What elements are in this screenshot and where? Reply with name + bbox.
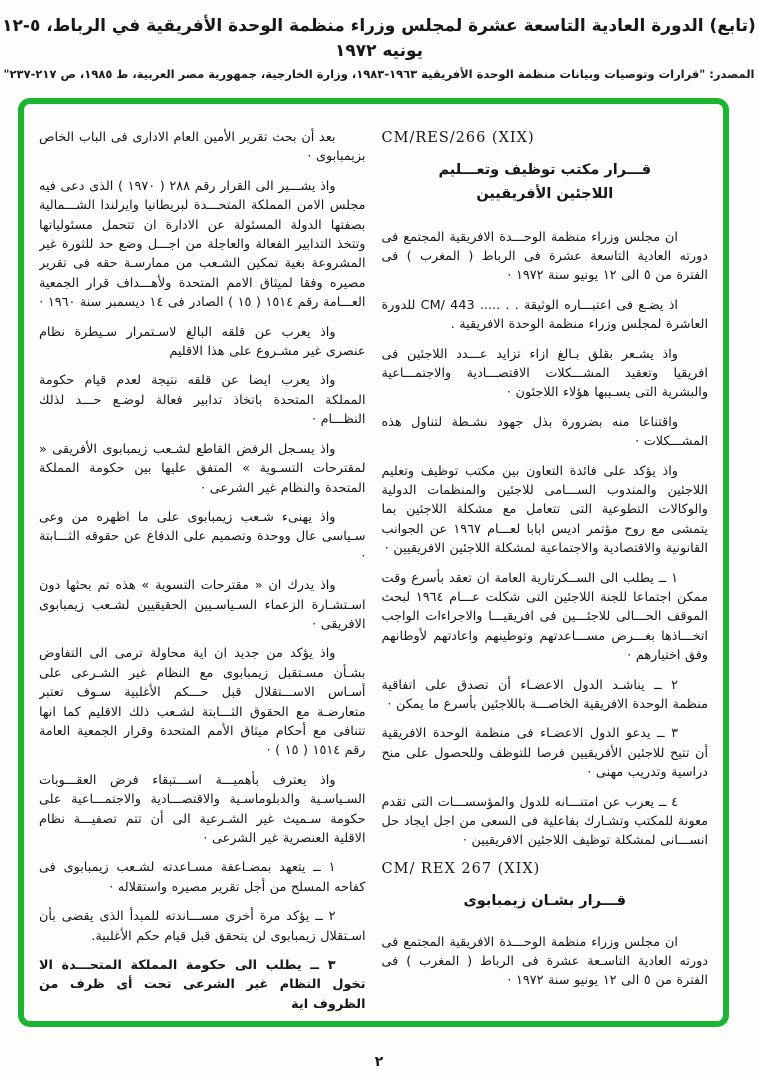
column-right (382, 128, 709, 1013)
paragraph: واذ يدرك ان « مقترحات التسوية » هذه تم بحثها دون اسـتشـارة الزعماء السـياسـيين الحقيقيين لشـعب زيمبابوى الافريقى · (39, 578, 366, 632)
page-number: ٢ (374, 1054, 384, 1070)
paragraph: ان مجلس وزراء منظمة الوحـــدة الافريقية المجتمع فى دورته العادية التاسعة عشرة فى الرباط ( المغرب ) فى الفترة من ٥ الى ١٢ يونيو سنة ١٩٧٢ · (381, 229, 708, 284)
column-left (39, 128, 366, 1013)
paragraph: واذ يهنىء شـعب زيمبابوى على ما اظهره من وعى سـياسى عال ووحدة وتصميم على الدفاع عن حقوقه الثـــابتة · (39, 509, 366, 564)
paragraph: ٣ ــ يدعو الدول الاعضـاء فى منظمة الوحدة الافريقية أن تتيح للاجئين الأفريقيين فرصا للتوظف وللحصول على منح دراسية وتدريب مهنى · (381, 726, 708, 781)
green-frame (18, 98, 729, 1027)
paragraph: واذ يعترف بأهميـــة اســـتبقاء فرض العقـــوبات السـياسـية والدبلوماسـية والاقتصـــادية والاجتمـــاعية على حكومة سـميث غير الشـرعية الى أن تتم تصفيـــة نظام الاقلية العنصرية غير الشرعى · (39, 772, 366, 846)
paragraph: واذ يؤكد من جديد ان اية محاولة ترمى الى التفاوض بشـأن مسـتقبل زيمبابوى مع النظام غير الشـرعى على أسـاس الاســـتقلال قبل حـــكم الأغلبية سـوف تعتبر متعارضـة مع الحقوق الثـــابتة لشـعب ذلك الاقليم كما انها تتنافى مع أحكام ميثاق الأمم المتحدة وقرار الجمعية العامة رقم ١٥١٤ ( ١٥ ) · (39, 646, 366, 759)
paragraph: ١ ــ يطلب الى الســكرتارية العامة ان تعقد بأسرع وقت ممكن اجتماعا للجنة اللاجئين التى شكلت عـــام ١٩٦٤ لبحث الموقف الحـــالى للاجئـــين فى افريقيـــا والاجراءات الواجب اتخـــاذها بغـــرض مســـاعدتهم وتوطينهم واعادتهم لأوطانهم وفق اختيارهم · (381, 570, 708, 664)
paragraph: واذ يعرب عن قلقه البالغ لاسـتمرار سـيطرة نظام عنصرى غير مشـروع على هذا الاقليم (39, 324, 366, 360)
source-citation: المصدر: "قرارات وتوصيات وبيانات منظمة الوحدة الأفريقية ١٩٦٣-١٩٨٣، وزارة الخارجية، جمهورية مصر العربية، ط ١٩٨٥، ص ٢١٧-٢٣٧" (3, 67, 755, 82)
paragraph: واذ يشـعر بقلق بـالغ ازاء تزايد عـــدد اللاجئين فى افريقيا وتعقيد المشـــكلات الاقتصـــادية والاجتمـــاعية والبشرية التى يسـببها هؤلاء اللاجئون · (381, 346, 708, 401)
paragraph: واذ يعرب ايضا عن قلقه نتيجة لعدم قيام حكومة المملكة المتحدة باتخاذ تدابير فعالة لوضـع حـــد لذلك النظـــام · (39, 373, 366, 428)
paragraph: واذ يشـــير الى القرار رقم ٢٨٨ ( ١٩٧٠ ) الذى دعى فيه مجلس الامن المملكة المتحـــدة لبريطانيا وايرلندا الشـــمالية بصفتها الدولة المسئولة عن الادارة ان تتحمل مسئولياتها وتتخذ التدابير الفعالة والعاجلة من اجـــل وضع حد للثورة غير المشروعة بغية تمكين الشـعب من ممارسـة حقه فى تقرير مصيره وفقا لميثاق الامم المتحدة ولأهـــداف قرار الجمعية العـــامة رقم ١٥١٤ ( ١٥ ) الصادر فى ١٤ ديسمبر سنة ١٩٦٠ · (39, 178, 366, 311)
resolution-title: قـــرار بشـان زيمبابوى (463, 892, 626, 909)
paragraph: ٣ ــ يطلب الى حكومة المملكة المتحـــدة الا تخول النظام غير الشرعى تحت أى ظرف من الظروف اية (39, 958, 366, 1012)
paragraph: ٢ ــ يناشـد الدول الاعضـاء أن تصدق على اتفاقية منظمة الوحدة الافريقية الخاصـــة باللاجئين بأسرع ما يمكن · (381, 677, 708, 713)
paragraph: واقتناعا منه بضرورة بذل جهود نشـطة لتناول هذه المشـــكلات · (381, 414, 708, 450)
page-header (0, 0, 758, 81)
paragraph: بعد أن بحث تقرير الأمين العام الادارى فى الباب الخاص بزيمبابوى · (39, 130, 366, 165)
paragraph: ١ ــ يتعهد بمضـاعفة مسـاعدته لشـعب زيمبابوى فى كفاحه المسلح من أجل تقرير مصيره واستقلاله · (39, 860, 366, 895)
session-title: (تابع) الدورة العادية التاسعة عشرة لمجلس وزراء منظمة الوحدة الأفريقية في الرباط، ٥-١٢ يونيه ١٩٧٢ (2, 16, 756, 61)
resolution-ref: CM/ REX 267 (XIX) (381, 860, 541, 877)
paragraph: واذ يؤكد على فائدة التعاون بين مكتب توظيف وتعليم اللاجئين والمندوب الســـامى للاجئين والمنظمات الدولية والوكالات التطوعية التى تتعامل مع مشكلة اللاجئين بما يتمشى مع روح مؤتمر اديس ابابا لعـــام ١٩٦٧ عن الجوانب القانونية والاقتصادية والاجتماعية لمشكلة اللاجئين الافريقيين · (381, 463, 708, 557)
resolution-title-line: قـــرار مكتب توظيف وتعـــليم (438, 162, 652, 178)
paragraph: ٤ ــ يعرب عن امتنـــانه للدول والمؤسســـات التى تقدم معونة للمكتب وتشـارك بفاعلية فى السعى من اجل ايجاد حل انســـانى لمشكلة توظيف اللاجئين الافريقيين · (381, 794, 708, 849)
paragraph: واذ يسـجل الرفض القاطع لشـعب زيمبابوى الأفريقى « لمقترحات التسـوية » المتفق عليها بين حكومة المملكة المتحدة والنظام غير الشرعى · (39, 441, 366, 496)
paragraph: ٢ ــ يؤكد مرة أخرى مســـاندته للمبدأ الذى يقضى بأن اسـتقلال زيمبابوى لن يتحقق قبل قيام حكم الأغلبية. (39, 909, 366, 944)
resolution-ref: CM/RES/266 (XIX) (381, 130, 535, 146)
paragraph: اذ يضـع فى اعتبـــاره الوثيقة . . ..... CM/ 443 للدورة العاشرة لمجلس وزراء منظمة الوحدة الافريقية . (381, 297, 708, 333)
resolution-title-line: اللاجئين الأفريقيين (476, 185, 614, 202)
page-footer (0, 1051, 758, 1070)
paragraph: ان مجلس وزراء منظمة الوحـــدة الافريقية المجتمع فى دورته العادية التاسـعة عشرة فى الرباط ( المغرب ) فى الفترة من ٥ الى ١٢ يونيو سنة ١٩٧٢ · (381, 934, 708, 989)
